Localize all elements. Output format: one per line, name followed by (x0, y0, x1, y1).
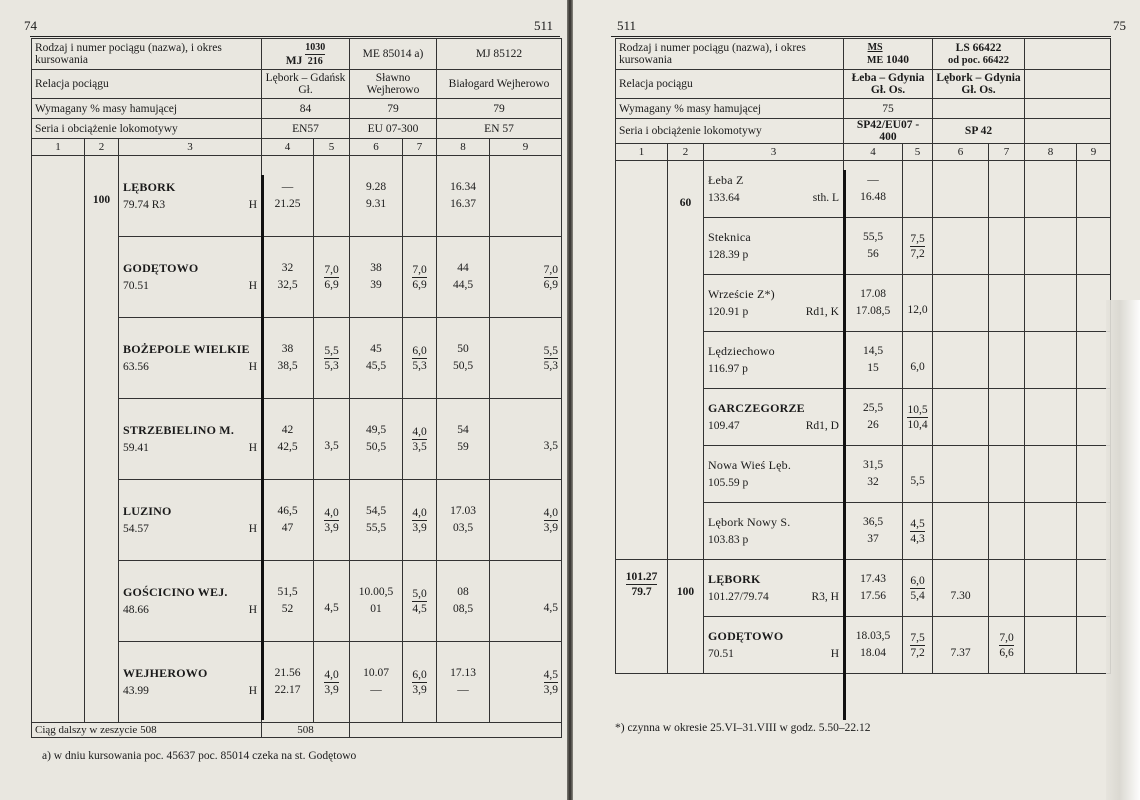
train-2-run (403, 156, 437, 237)
page-fold (1106, 300, 1140, 800)
r-train-1-time: 18.03,5 18.04 (844, 617, 903, 674)
r-train-2-run (989, 332, 1025, 389)
top-rule-right (611, 36, 1111, 37)
running-line (261, 175, 264, 720)
left-running-number: 511 (533, 18, 553, 33)
r-train-1-run: $\frac{4,5}{4,3}$ (903, 503, 933, 560)
train-1-relation: Lębork – Gdańsk Gł. (262, 70, 350, 99)
left-page-number: 74 (24, 18, 37, 33)
train-3-run: 7,0 6,9 (490, 237, 562, 318)
train-1-time: 21.56 22.17 (262, 642, 314, 723)
column-numbers: 1 2 3 4 5 6 7 8 9 (32, 139, 562, 156)
train-1-brake: 84 (262, 99, 350, 119)
r-station-cell: Steknica 128.39 p (704, 218, 844, 275)
r-train-1-run: 6,0 (903, 332, 933, 389)
r-train-2-run (989, 275, 1025, 332)
train-2-number: ME 85014 a) (350, 39, 437, 70)
train-1-time: 42 42,5 (262, 399, 314, 480)
r-train-2-time (933, 218, 989, 275)
train-3-run (490, 156, 562, 237)
brake-label: Wymagany % masy hamującej (32, 99, 262, 119)
train-1-run: $\frac{7,0}{6,9}$ (314, 237, 350, 318)
train-2-run: $\frac{6,0}{3,9}$ (403, 642, 437, 723)
r-train-2-time (933, 446, 989, 503)
train-2-run: $\frac{5,0}{4,5}$ (403, 561, 437, 642)
r-train-2-run (989, 446, 1025, 503)
train-3-run: 3,5 (490, 399, 562, 480)
right-running-number: 511 (617, 18, 637, 33)
station-cell: BOŻEPOLE WIELKIE 63.56 H (119, 318, 262, 399)
r-station-cell: Lębork Nowy S. 103.83 p (704, 503, 844, 560)
train-1-time: 32 32,5 (262, 237, 314, 318)
train-2-brake: 79 (350, 99, 437, 119)
relation-label: Relacja pociągu (32, 70, 262, 99)
r-train-1-number: $\frac{MS}{ME}$ 1040 (844, 39, 933, 70)
r-train-2-time (933, 275, 989, 332)
r-train-2-time (933, 503, 989, 560)
train-3-time: 44 44,5 (437, 237, 490, 318)
r-station-cell: GODĘTOWO 70.51 H (704, 617, 844, 674)
r-train-2-time (933, 161, 989, 218)
r-train-2-run (989, 161, 1025, 218)
train-3-time: 17.13 — (437, 642, 490, 723)
train-3-time: 54 59 (437, 399, 490, 480)
train-3-time: 16.34 16.37 (437, 156, 490, 237)
station-cell: GODĘTOWO 70.51 H (119, 237, 262, 318)
train-2-run: $\frac{4,0}{3,5}$ (403, 399, 437, 480)
r-train-1-time: 14,5 15 (844, 332, 903, 389)
loco-label: Seria i obciążenie lokomotywy (32, 119, 262, 139)
r-col-2-top: 60 (668, 161, 704, 560)
r-train-1-run (903, 161, 933, 218)
station-cell: GOŚCICINO WEJ. 48.66 H (119, 561, 262, 642)
r-train-1-time: 36,5 37 (844, 503, 903, 560)
r-train-2-brake (933, 99, 1025, 119)
train-1-run: 4,5 (314, 561, 350, 642)
train-3-loco: EN 57 (437, 119, 562, 139)
train-1-run: $\frac{5,5}{5,3}$ (314, 318, 350, 399)
station-cell: STRZEBIELINO M. 59.41 H (119, 399, 262, 480)
train-2-time: 49,5 50,5 (350, 399, 403, 480)
r-brake-label: Wymagany % masy hamującej (616, 99, 844, 119)
r-station-cell: GARCZEGORZE 109.47 Rd1, D (704, 389, 844, 446)
r-station-cell: Lędziechowo 116.97 p (704, 332, 844, 389)
r-train-1-time: 25,5 26 (844, 389, 903, 446)
r-station-cell: Łeba Z 133.64 sth. L (704, 161, 844, 218)
col-2-value: 100 (85, 156, 119, 723)
train-1-run: $\frac{4,0}{3,9}$ (314, 480, 350, 561)
r-col-1-km: $\frac{101.27}{79.7}$ (616, 560, 668, 674)
r-train-1-time: — 16.48 (844, 161, 903, 218)
train-3-time: 17.03 03,5 (437, 480, 490, 561)
continued-note: Ciąg dalszy w zeszycie 508 (32, 723, 262, 738)
train-1-run: 3,5 (314, 399, 350, 480)
train-2-time: 38 39 (350, 237, 403, 318)
train-2-time: 10.07 — (350, 642, 403, 723)
r-station-cell: LĘBORK 101.27/79.74 R3, H (704, 560, 844, 617)
train-3-run: 4,5 3,9 (490, 642, 562, 723)
r-train-2-time (933, 389, 989, 446)
station-row (32, 156, 562, 237)
left-page (0, 0, 567, 800)
train-2-loco: EU 07-300 (350, 119, 437, 139)
r-train-1-time: 55,5 56 (844, 218, 903, 275)
footnote-star: *) czynna w okresie 25.VI–31.VIII w godz. 5.50–22.12 (615, 722, 871, 734)
train-1-time: 51,5 52 (262, 561, 314, 642)
r-train-2-time: 7.37 (933, 617, 989, 674)
train-2-time: 9.28 9.31 (350, 156, 403, 237)
r-train-2-run (989, 218, 1025, 275)
r-train-2-run (989, 503, 1025, 560)
train-1-loco: EN57 (262, 119, 350, 139)
train-1-number: MJ $\frac{1030}{216}$ (262, 39, 350, 70)
train-2-time: 54,5 55,5 (350, 480, 403, 561)
r-train-2-run (989, 389, 1025, 446)
train-3-time: 08 08,5 (437, 561, 490, 642)
r-col-1-blank (616, 161, 668, 560)
train-1-time: 38 38,5 (262, 318, 314, 399)
train-3-brake: 79 (437, 99, 562, 119)
r-col-2-bottom: 100 (668, 560, 704, 674)
r-station-cell: Wrzeście Z*) 120.91 p Rd1, K (704, 275, 844, 332)
train-1-run (314, 156, 350, 237)
right-page-number: 75 (1113, 18, 1126, 33)
r-relation-label: Relacja pociągu (616, 70, 844, 99)
r-train-2-relation: Lębork – Gdynia Gł. Os. (933, 70, 1025, 99)
r-train-1-run: 5,5 (903, 446, 933, 503)
r-train-1-run: $\frac{7,5}{7,2}$ (903, 218, 933, 275)
train-2-time: 10.00,5 01 (350, 561, 403, 642)
r-station-row (616, 560, 1111, 617)
timetable-left (31, 38, 562, 738)
r-train-2-number: LS 66422 od poc. 66422 (933, 39, 1025, 70)
r-running-line (843, 170, 846, 720)
r-column-numbers: 1 2 3 4 5 6 7 8 9 (616, 144, 1111, 161)
r-train-2-time: 7.30 (933, 560, 989, 617)
train-1-time: — 21.25 (262, 156, 314, 237)
r-train-1-run: $\frac{10,5}{10,4}$ (903, 389, 933, 446)
r-train-2-run (989, 560, 1025, 617)
r-train-2-loco: SP 42 (933, 119, 1025, 144)
train-2-time: 45 45,5 (350, 318, 403, 399)
r-train-2-run: $\frac{7,0}{6,6}$ (989, 617, 1025, 674)
r-train-1-run: $\frac{7,5}{7,2}$ (903, 617, 933, 674)
train-1-time: 46,5 47 (262, 480, 314, 561)
train-3-run: 4,0 3,9 (490, 480, 562, 561)
train-1-run: $\frac{4,0}{3,9}$ (314, 642, 350, 723)
station-cell: WEJHEROWO 43.99 H (119, 642, 262, 723)
continued-ref: 508 (262, 723, 350, 738)
r-train-label: Rodzaj i numer pociągu (nazwa), i okres kursowania (616, 39, 844, 70)
r-train-1-time: 17.43 17.56 (844, 560, 903, 617)
footnote-a: a) w dniu kursowania poc. 45637 poc. 85014 czeka na st. Godętowo (42, 750, 357, 762)
station-cell: LUZINO 54.57 H (119, 480, 262, 561)
train-3-run: 4,5 (490, 561, 562, 642)
r-train-2-time (933, 332, 989, 389)
timetable-right (615, 38, 1111, 674)
train-2-relation: Sławno Wejherowo (350, 70, 437, 99)
train-label: Rodzaj i numer pociągu (nazwa), i okres kursowania (32, 39, 262, 70)
train-2-run: $\frac{4,0}{3,9}$ (403, 480, 437, 561)
top-rule (30, 36, 560, 37)
r-train-1-run: 12,0 (903, 275, 933, 332)
station-cell: LĘBORK 79.74 R3 H (119, 156, 262, 237)
r-station-cell: Nowa Wieś Lęb. 105.59 p (704, 446, 844, 503)
train-3-run: 5,5 5,3 (490, 318, 562, 399)
r-train-1-relation: Łeba – Gdynia Gł. Os. (844, 70, 933, 99)
right-page (573, 0, 1140, 800)
train-2-run: $\frac{6,0}{5,3}$ (403, 318, 437, 399)
r-train-1-time: 17.08 17.08,5 (844, 275, 903, 332)
r-train-1-run: $\frac{6,0}{5,4}$ (903, 560, 933, 617)
train-3-relation: Białogard Wejherowo (437, 70, 562, 99)
r-train-1-loco: SP42/EU07 - 400 (844, 119, 933, 144)
r-train-1-time: 31,5 32 (844, 446, 903, 503)
col-1-blank (32, 156, 85, 723)
train-2-run: $\frac{7,0}{6,9}$ (403, 237, 437, 318)
train-3-time: 50 50,5 (437, 318, 490, 399)
r-train-1-brake: 75 (844, 99, 933, 119)
r-loco-label: Seria i obciążenie lokomotywy (616, 119, 844, 144)
r-station-row (616, 161, 1111, 218)
train-3-number: MJ 85122 (437, 39, 562, 70)
